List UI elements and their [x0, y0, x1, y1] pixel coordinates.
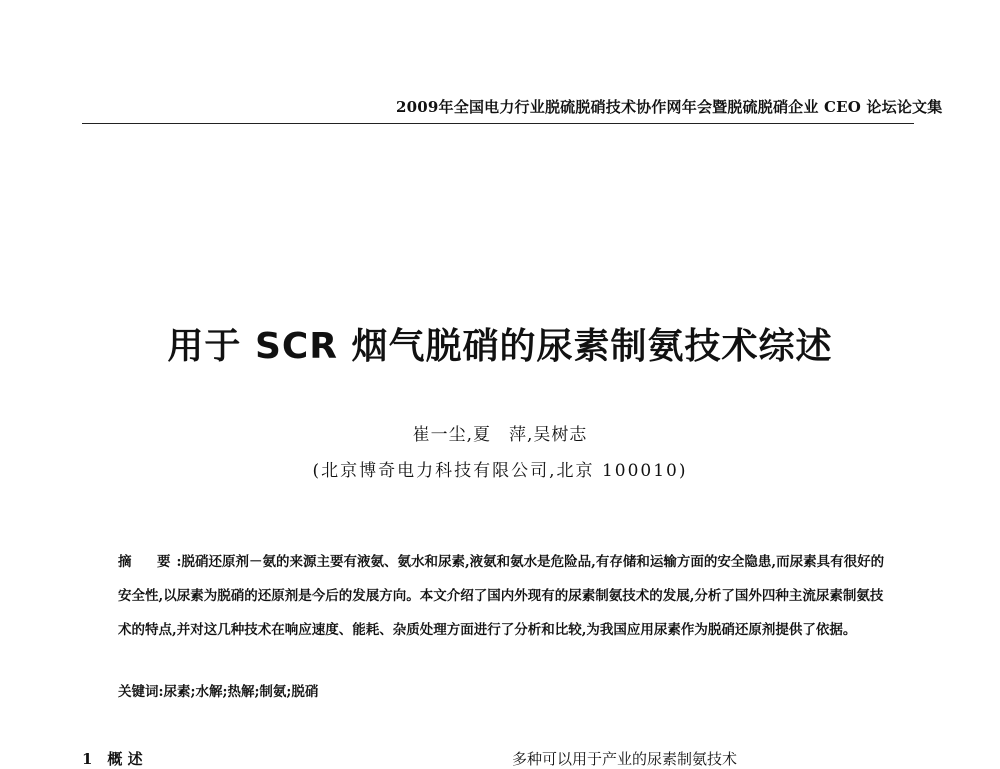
keywords: 关键词:尿素;水解;热解;制氨;脱硝 — [118, 684, 319, 700]
column-two-partial-text: 多种可以用于产业的尿素制氨技术 — [512, 750, 738, 768]
header-divider — [82, 123, 914, 124]
section-heading-partial: 1 概 述 — [82, 750, 143, 768]
abstract-label: 摘 要 — [118, 554, 177, 570]
abstract — [118, 545, 886, 647]
affiliation: (北京博奇电力科技有限公司,北京 100010) — [312, 461, 688, 481]
authors: 崔一尘,夏 萍,吴树志 — [412, 425, 588, 445]
paper-title: 用于 SCR 烟气脱硝的尿素制氨技术综述 — [167, 326, 833, 367]
abstract-text: :脱硝还原剂－氨的来源主要有液氨、氨水和尿素,液氨和氨水是危险品,有存储和运输方面的安全隐患,而尿素具有很好的安全性,以尿素为脱硝的还原剂是今后的发展方向。本文介绍了国内外现有的尿素制氨技术的发展,分析了国外四种主流尿素制氨技术的特点,并对这几种技术在响应速度、能耗、杂质处理方面进行了分析和比较,为我国应用尿素作为脱硝还原剂提供了依据。 — [118, 554, 885, 638]
running-header: 2009年全国电力行业脱硫脱硝技术协作网年会暨脱硫脱硝企业 CEO 论坛论文集 — [396, 98, 943, 116]
